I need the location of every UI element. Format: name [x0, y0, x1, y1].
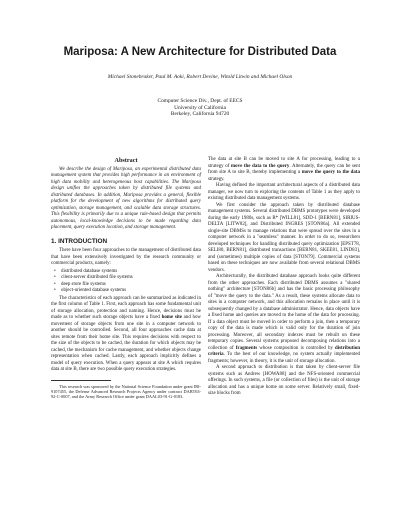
left-column — [51, 158, 201, 400]
body-paragraph: Having defined the important architectural aspects of a distributed data manager, we now turn to exploring the contents of Table 1 as they apply to existing distributed data management systems. — [208, 183, 360, 201]
footnote-divider — [51, 380, 111, 381]
body-paragraph: There have been four approaches to the management of distributed data that have been extensively investigated by the research community or commercial products, namely: — [51, 248, 201, 266]
affiliation — [0, 98, 400, 118]
body-paragraph: We first consider the approach taken by distributed database management systems. Several distributed DBMS prototypes were developed during the early 1980s, such as R* [WILL81], SDD-1 [BERN81], SIRIUS-DELTA [LITW82], and Distributed INGRES [STON86a]. All extended single-site DBMSs to manage relations that were spread over the sites in a computer network in a "seamless" manner. In order to do so, researchers developed techniques for handling distributed query optimization [EPST78, SELI80, BERN81], distributed transactions [BERN81, SKEE81, LIND83], and (sometimes) multiple copies of data [STON79]. Commercial systems based on these techniques are now available from several relational DBMS vendors. — [208, 202, 360, 273]
abstract-heading: Abstract — [114, 157, 138, 164]
list-item: • deep store file systems — [61, 282, 201, 289]
list-item: • object-oriented database systems — [61, 288, 201, 295]
list-item: • client-server distributed file systems — [61, 275, 201, 282]
body-paragraph: Architecturally, the distributed database approach looks quite different from the other approaches. Each distributed DBMS assumes a "shared nothing" architecture [STON86b] and has the basic processing philosophy of "move the query to the data." As a result, these systems allocate data to sites in a computer network, and this allocation remains in place until it is subsequently changed by a database administrator. Hence, data objects have a fixed home and queries are moved to the home of the data for processing. If a data object must be moved in order to perform a join, then a temporary copy of the data is made which is valid only for the duration of join processing. Moreover, all secondary indexes must be rebuilt on these temporary copies. Several systems proposed decomposing relations into a collection of fragments whose composition is controlled by distribution criteria. To the best of our knowledge, no system actually implemented fragments; however, in theory, it is the unit of storage allocation. — [208, 274, 360, 364]
section-heading: 1. INTRODUCTION — [51, 237, 108, 245]
affiliation-line: University of California — [174, 104, 226, 111]
approach-list — [51, 269, 201, 295]
abstract-text: We describe the design of Mariposa, an experimental distributed data management system that provides high performance in an environment of high data mobility and heterogeneous host capabilities. The Mariposa design unifies the approaches taken by distributed file systems and distributed databases. In addition, Mariposa provides a general, flexible platform for the development of new algorithms for distributed query optimization, storage management, and scalable data storage structures. This flexibility is primarily due to a unique rule-based design that permits autonomous, local-knowledge decisions to be made regarding data placement, query execution location, and storage management. — [51, 166, 201, 230]
paper-title: Mariposa: A New Architecture for Distributed Data — [63, 46, 337, 58]
affiliation-line: Berkeley, California 94720 — [170, 111, 230, 118]
list-item: • distributed database systems — [61, 269, 201, 276]
body-paragraph: The characteristics of each approach can be summarized as indicated in the first column of Table 1. First, each approach has some fundamental unit of storage allocation, protection and naming. Hence, decisions must be made as to whether such storage objects have a fixed home site and how movement of storage objects from one site in a computer network to another should be controlled. Second, all four approaches cache data at sites remote from their home site. This requires decisions with respect to the size of the objects to be cached, the duration for which objects may be cached, the mechanism for cache management, and whether objects change representation when cached. Lastly, each approach implicitly defines a model of query execution. When a query appears at site A which requires data at site B, there are two possible query execution strategies. — [51, 295, 202, 372]
body-paragraph: A second approach to distribution is that taken by client-server file systems such as Andrew [HOWA88] and the NFS-oriented commercial offerings. In such systems, a file (or collection of files) is the unit of storage allocation and has a unique home on some server. Relatively small, fixed-size blocks from — [208, 365, 360, 396]
author-list: Michael Stonebraker, Paul M. Aoki, Robert Devine, Witold Litwin and Michael Olson — [107, 74, 293, 80]
right-column — [208, 157, 360, 398]
affiliation-line: Computer Science Div., Dept. of EECS — [157, 98, 243, 104]
body-paragraph: The data at site B can be moved to site A for processing, leading to a strategy of move the data to the query. Alternately, the query can be sent from site A to site B, thereby implementing a move the query to the data strategy. — [208, 157, 360, 182]
footnote: This research was sponsored by the National Science Foundation under grant IRI-9107455, the Defense Advanced Research Projects Agency under contract DABT63-92-C-0007, and the Army Research Office under grant DAAL03-91-G-0183. — [51, 383, 201, 400]
